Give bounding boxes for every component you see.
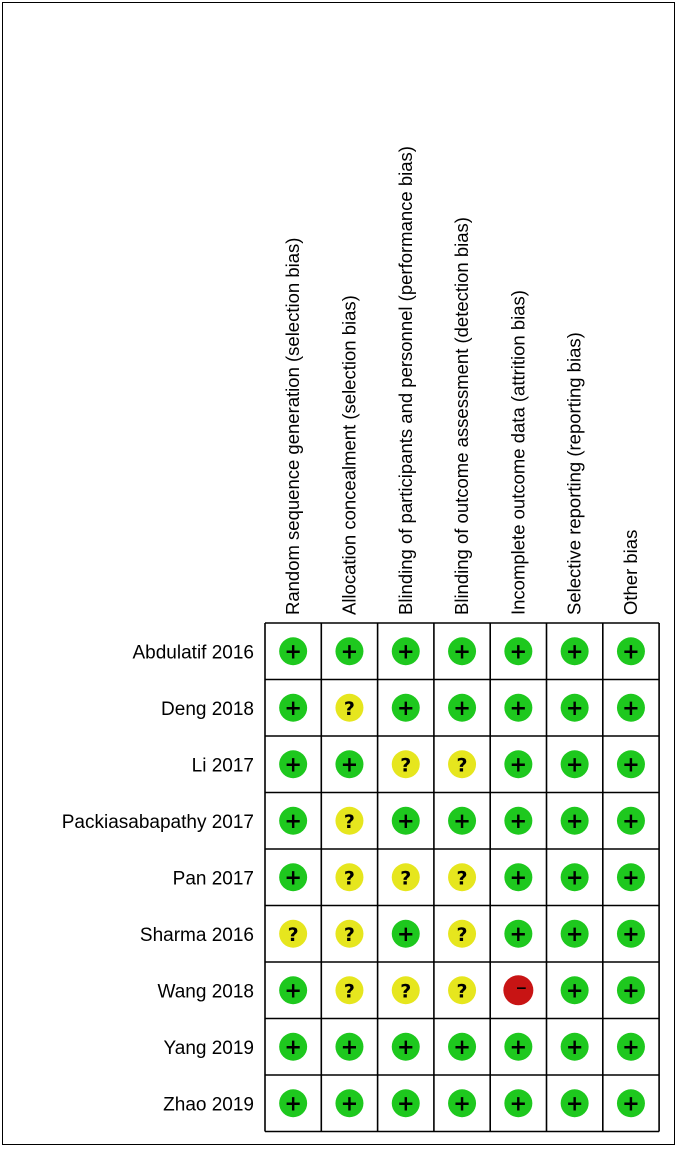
rating-symbol: +	[565, 752, 584, 777]
rating-symbol: ?	[343, 923, 355, 946]
rating-symbol: ?	[343, 697, 355, 720]
rating-symbol: ?	[343, 867, 355, 890]
rating-symbol: +	[509, 1034, 528, 1059]
rating-symbol: +	[622, 639, 640, 664]
rating-symbol: +	[453, 808, 471, 833]
rating-symbol: +	[622, 1034, 640, 1059]
rating-marker	[504, 637, 532, 665]
rating-marker	[279, 1033, 307, 1061]
rating-marker	[392, 637, 420, 665]
rating-symbol: +	[396, 695, 415, 720]
rating-symbol: ?	[456, 980, 468, 1003]
column-label: Allocation concealment (selection bias)	[338, 295, 360, 615]
rating-marker	[504, 807, 532, 835]
column-label: Blinding of participants and personnel (performance bias)	[394, 146, 416, 615]
rating-symbol: +	[453, 1034, 471, 1059]
rating-marker	[335, 750, 363, 778]
rating-symbol: +	[509, 1091, 528, 1116]
study-label: Wang 2018	[157, 981, 254, 1003]
rating-symbol: +	[284, 752, 302, 777]
rating-symbol: ?	[287, 923, 299, 946]
rating-marker	[392, 807, 420, 835]
rating-symbol: +	[622, 808, 640, 833]
rating-symbol: +	[284, 639, 302, 664]
rating-marker	[448, 1033, 476, 1061]
rating-marker	[561, 863, 589, 891]
study-label: Li 2017	[191, 755, 254, 777]
rating-symbol: +	[284, 695, 302, 720]
rating-marker	[448, 750, 476, 778]
rating-marker	[279, 807, 307, 835]
rating-symbol: +	[396, 639, 415, 664]
rating-marker	[561, 976, 589, 1004]
rating-symbol: ?	[343, 810, 355, 833]
rating-marker	[392, 750, 420, 778]
rating-marker	[279, 694, 307, 722]
rating-symbol: +	[284, 978, 302, 1003]
rating-marker	[617, 1089, 645, 1117]
rating-symbol: ?	[400, 980, 412, 1003]
rating-symbol: ?	[400, 867, 412, 890]
rating-marker	[392, 863, 420, 891]
rating-symbol: +	[565, 808, 584, 833]
rating-marker	[335, 1089, 363, 1117]
rating-symbol: +	[622, 1091, 640, 1116]
rating-symbol: +	[453, 1091, 471, 1116]
rating-symbol: +	[284, 1034, 302, 1059]
rating-marker	[617, 1033, 645, 1061]
rating-marker	[617, 976, 645, 1004]
rating-symbol: +	[622, 695, 640, 720]
rating-marker	[448, 637, 476, 665]
rating-marker	[335, 1033, 363, 1061]
rating-marker	[561, 1089, 589, 1117]
rating-marker	[561, 807, 589, 835]
rating-marker	[617, 694, 645, 722]
rating-marker	[335, 863, 363, 891]
rating-symbol: +	[509, 865, 528, 890]
column-label: Blinding of outcome assessment (detection bias)	[451, 217, 473, 615]
rating-symbol: ?	[456, 923, 468, 946]
rating-symbol: +	[509, 921, 528, 946]
rating-symbol: +	[509, 695, 528, 720]
study-label: Packiasabapathy 2017	[61, 811, 254, 833]
column-label: Random sequence generation (selection bias)	[282, 237, 304, 615]
rating-symbol: +	[509, 808, 528, 833]
rating-marker	[504, 694, 532, 722]
column-label: Selective reporting (reporting bias)	[563, 332, 585, 615]
rating-symbol: +	[340, 752, 359, 777]
rating-marker	[279, 863, 307, 891]
rating-symbol: ?	[456, 754, 468, 777]
study-label: Zhao 2019	[163, 1094, 254, 1116]
rating-marker	[561, 920, 589, 948]
rating-marker	[504, 750, 532, 778]
study-label: Deng 2018	[161, 698, 254, 720]
rating-symbol: +	[622, 921, 640, 946]
rating-symbol: +	[565, 1034, 584, 1059]
rating-symbol: +	[284, 865, 302, 890]
rating-symbol: +	[565, 695, 584, 720]
rating-symbol: +	[396, 1034, 415, 1059]
rating-marker	[392, 1089, 420, 1117]
rating-marker	[503, 975, 533, 1005]
rating-symbol: +	[284, 1091, 302, 1116]
rating-symbol: +	[622, 752, 640, 777]
rating-marker	[448, 694, 476, 722]
rating-marker	[617, 637, 645, 665]
rating-symbol: +	[565, 921, 584, 946]
rating-marker	[279, 920, 307, 948]
rating-marker	[335, 694, 363, 722]
rating-marker	[392, 920, 420, 948]
rating-marker	[504, 920, 532, 948]
rating-marker	[392, 976, 420, 1004]
rating-symbol: ?	[343, 980, 355, 1003]
study-label: Yang 2019	[163, 1037, 254, 1059]
rating-symbol: +	[340, 639, 359, 664]
rating-symbol: ?	[400, 754, 412, 777]
rating-marker	[504, 1089, 532, 1117]
rating-marker	[617, 863, 645, 891]
rating-marker	[448, 920, 476, 948]
rating-symbol: +	[453, 639, 471, 664]
study-label: Sharma 2016	[139, 924, 254, 946]
rating-marker	[335, 637, 363, 665]
column-label: Incomplete outcome data (attrition bias)	[507, 290, 529, 615]
rating-marker	[504, 1033, 532, 1061]
rating-marker	[448, 1089, 476, 1117]
rating-marker	[448, 807, 476, 835]
rating-marker	[504, 863, 532, 891]
rating-symbol: +	[509, 639, 528, 664]
study-label: Abdulatif 2016	[132, 642, 254, 664]
rating-symbol: +	[284, 808, 302, 833]
rating-symbol: +	[396, 1091, 415, 1116]
rating-marker	[448, 863, 476, 891]
rating-symbol: +	[565, 865, 584, 890]
rating-symbol: +	[565, 978, 584, 1003]
rating-marker	[335, 807, 363, 835]
rating-symbol: +	[509, 752, 528, 777]
rating-marker	[448, 976, 476, 1004]
rating-symbol: −	[515, 980, 528, 997]
rating-marker	[392, 694, 420, 722]
rating-marker	[561, 637, 589, 665]
rating-symbol: +	[453, 695, 471, 720]
column-label: Other bias	[619, 529, 641, 615]
rating-symbol: +	[396, 921, 415, 946]
rating-marker	[279, 976, 307, 1004]
rating-symbol: ?	[456, 867, 468, 890]
rating-marker	[279, 750, 307, 778]
rating-marker	[335, 920, 363, 948]
rating-marker	[561, 694, 589, 722]
study-label: Pan 2017	[172, 868, 254, 890]
rating-symbol: +	[396, 808, 415, 833]
rating-marker	[617, 750, 645, 778]
rating-symbol: +	[622, 865, 640, 890]
rating-marker	[279, 1089, 307, 1117]
rating-marker	[335, 976, 363, 1004]
rating-marker	[617, 807, 645, 835]
rating-marker	[279, 637, 307, 665]
rating-marker	[561, 750, 589, 778]
rating-symbol: +	[340, 1034, 359, 1059]
rating-symbol: +	[340, 1091, 359, 1116]
rating-symbol: +	[565, 1091, 584, 1116]
rating-symbol: +	[622, 978, 640, 1003]
rating-marker	[392, 1033, 420, 1061]
rating-symbol: +	[565, 639, 584, 664]
rating-marker	[561, 1033, 589, 1061]
rating-marker	[617, 920, 645, 948]
